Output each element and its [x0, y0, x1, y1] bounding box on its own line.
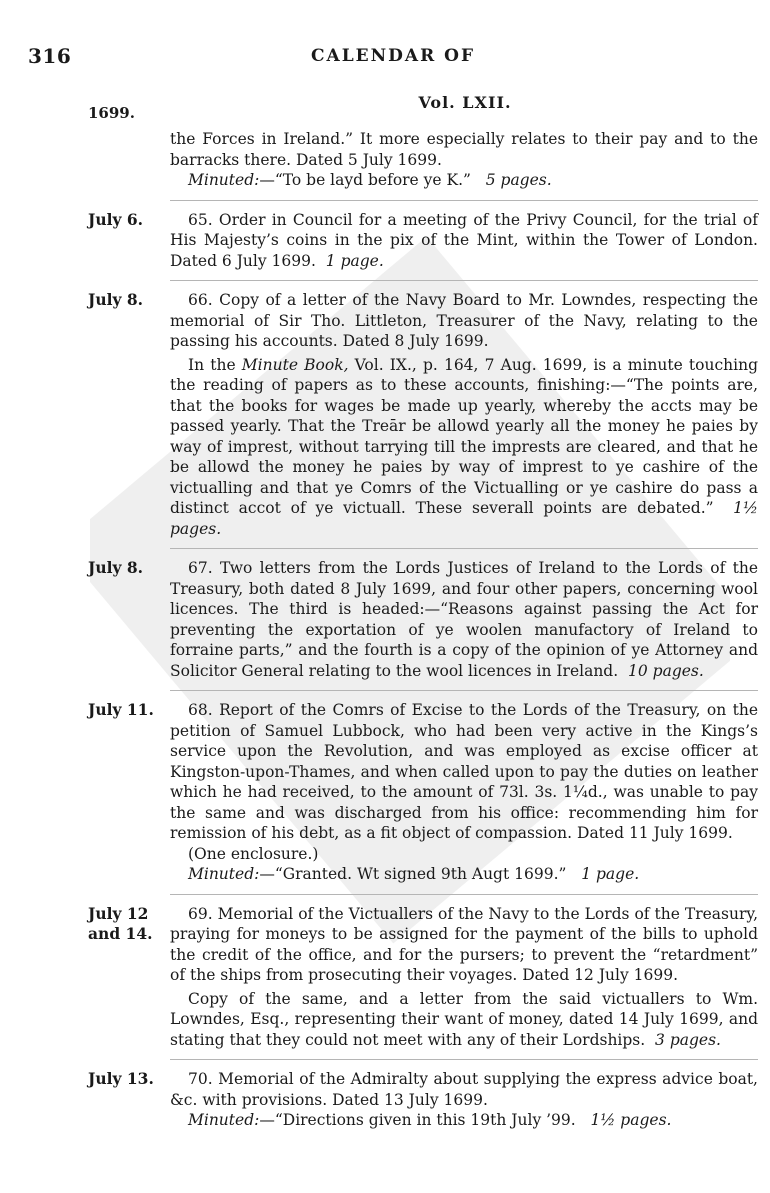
page-number: 316: [28, 44, 72, 68]
page-count: 3 pages.: [655, 1030, 721, 1049]
entry-66: [0, 281, 770, 548]
minuted-label: Minuted:: [188, 865, 260, 883]
entry-text: 65. Order in Council for a meeting of the Privy Council, for the trial of His Majesty’s coins in the pix of the Mint, within the Tower of London. Dated 6 July 1699.: [170, 210, 758, 270]
year-marker: 1699.: [88, 104, 135, 122]
entry-text: 66. Copy of a letter of the Navy Board to Mr. Lowndes, respecting the memorial of Sir Tho. Littleton, Treasurer of the Navy, relating to the passing his accounts. Dated 8 July 1699.: [170, 291, 758, 350]
entry-text: 67. Two letters from the Lords Justices of Ireland to the Lords of the Treasury, both dated 8 July 1699, and four other papers, concerning wool licences. The third is headed:—“Reasons against passing the Act for preventing the exportation of ye woolen manufactory of Ireland to forraine parts,” and the fourth is a copy of the opinion of ye Attorney and Solicitor General relating to the wool licences in Ireland.: [170, 559, 758, 680]
minuted-text: —“To be layd before ye K.”: [259, 171, 471, 189]
entry-date: July 12 and 14.: [88, 903, 153, 943]
page-count: 1 page.: [581, 865, 640, 883]
entry-date: July 6.: [88, 209, 144, 229]
page-count: 1 page.: [325, 251, 384, 270]
entry-68: [0, 691, 770, 894]
entry-text: 69. Memorial of the Victuallers of the Navy to the Lords of the Treasury, praying for moneys to be assigned for the payment of the bills to uphold the credit of the office, and for the pursers; to prevent the “retardment” of the ships from prosecuting their voyages. Dated 12 July 1699.: [170, 904, 758, 984]
minute-book-note: In the Minute Book, Vol. IX., p. 164, 7 Aug. 1699, is a minute touching the reading of papers as to these accounts, finishing:—“The points are, that the books for wages be made up yearly, whereby the accts may be passed yearly. That the Treār be allowd yearly all the money he paies by way of imprest, without tarrying till the imprests are cleared, and that he be allowd the money he paies by way of imprest to ye cashire of the victualling and that ye Comrs of the Victualling or ye cashire do pass a distinct accot of ye victuall. These severall points are debated.” 1½ pages.: [170, 355, 759, 538]
enclosure-note: (One enclosure.): [188, 844, 319, 863]
entry-69: [0, 895, 770, 1060]
minuted-note: [170, 1110, 758, 1131]
minuted-note: [170, 170, 758, 191]
page-count: 10 pages.: [628, 661, 704, 680]
minuted-text: —“Granted. Wt signed 9th Augt 1699.”: [259, 865, 567, 883]
minuted-note: [170, 864, 758, 885]
entry-67: [0, 549, 770, 690]
entry-date: July 8.: [88, 290, 144, 309]
entry-70: [0, 1060, 770, 1140]
entry-65: [0, 201, 770, 281]
entry-date: July 11.: [88, 700, 154, 719]
entries-list: [0, 120, 770, 1140]
minuted-label: Minuted:: [188, 1111, 260, 1129]
entry-continuation: [0, 120, 770, 200]
entry-date: July 13.: [88, 1069, 154, 1088]
entry-text: 70. Memorial of the Admiralty about supplying the express advice boat, &c. with provisions. Dated 13 July 1699.: [170, 1070, 758, 1109]
page-count: 5 pages.: [485, 171, 552, 189]
volume-heading: Vol. LXII.: [418, 93, 512, 112]
entry-date: July 8.: [88, 558, 144, 577]
minute-book-label: Minute Book,: [241, 355, 349, 374]
entry-text: the Forces in Ireland.” It more especially relates to their pay and to the barracks there. Dated 5 July 1699.: [170, 130, 758, 169]
running-title: CALENDAR OF: [310, 46, 476, 66]
page-count: 1½ pages.: [170, 499, 758, 538]
page-count: 1½ pages.: [590, 1111, 672, 1129]
minuted-label: Minuted:: [188, 171, 260, 189]
page-header: [28, 44, 758, 74]
entry-text: 68. Report of the Comrs of Excise to the Lords of the Treasury, on the petition of Samuel Lubbock, who had been very active in the Kings’s service upon the Revolution, and was employed as excise officer at Kingston-upon-Thames, and when called upon to pay the duties on leather which he had received, to the amount of 73l. 3s. 1¼d., was unable to pay the same and was discharged from his office: recommending him for remission of his debt, as a fit object of compassion. Dated 11 July 1699.: [170, 701, 758, 842]
entry-text: Copy of the same, and a letter from the said victuallers to Wm. Lowndes, Esq., representing their want of money, dated 14 July 1699, and stating that they could not meet with any of their Lordships.: [170, 989, 758, 1049]
minuted-text: —“Directions given in this 19th July ’99.: [259, 1111, 576, 1129]
